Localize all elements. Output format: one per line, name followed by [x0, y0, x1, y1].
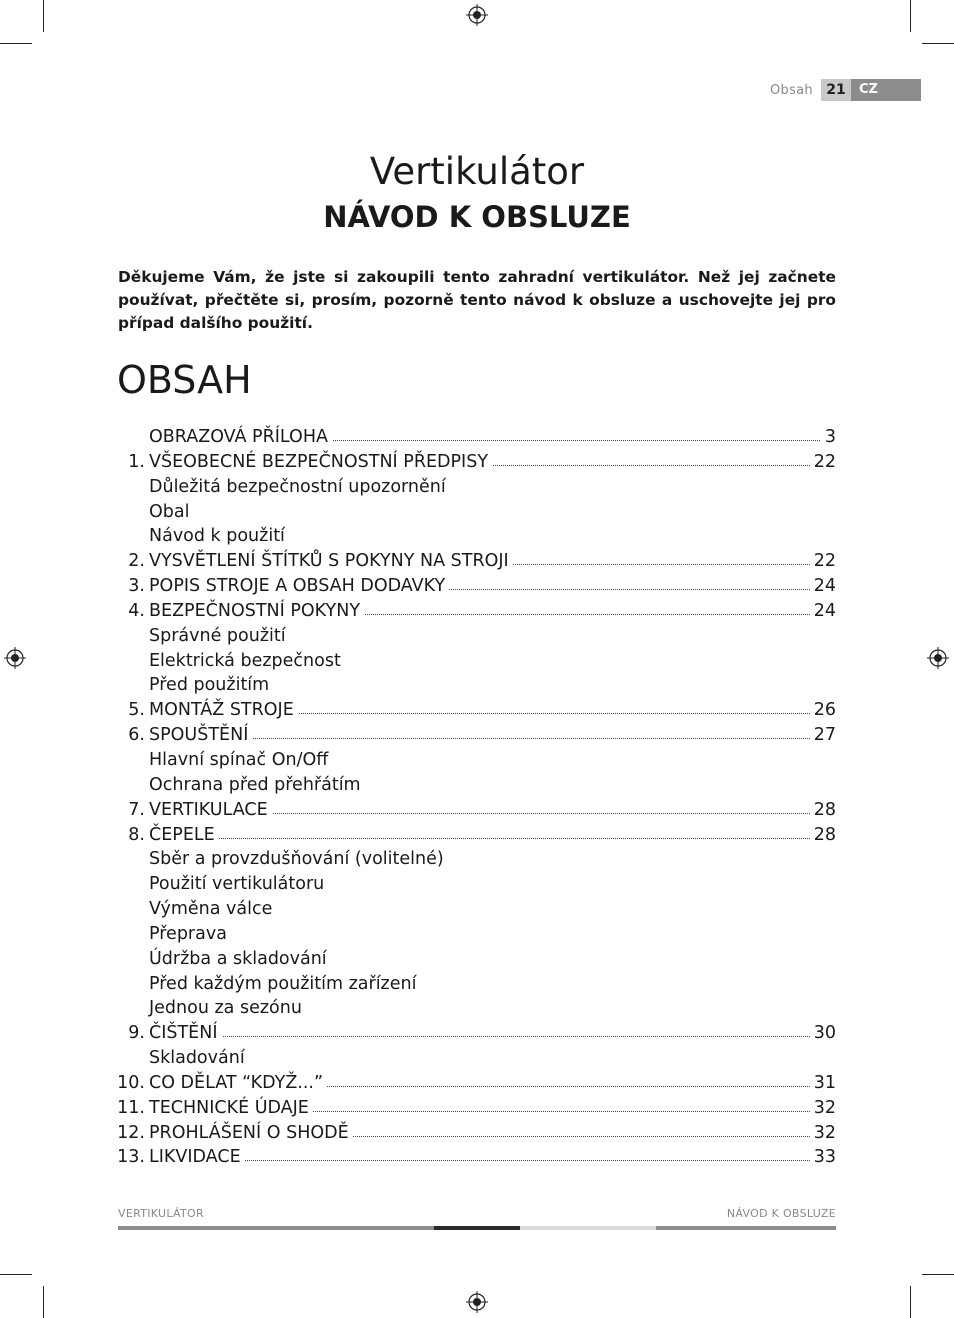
crop-mark	[922, 1274, 954, 1275]
toc-entry-title: Důležitá bezpečnostní upozornění	[149, 475, 450, 500]
toc-entry-page: 33	[810, 1145, 836, 1170]
toc-entry-title: Správné použití	[149, 624, 290, 649]
toc-entry	[0, 698, 954, 723]
toc-entry	[0, 1071, 954, 1096]
toc-entry-number: 4.	[128, 600, 145, 621]
toc-entry	[0, 450, 954, 475]
page-header	[770, 79, 921, 101]
toc-entry-page: 28	[810, 823, 836, 848]
toc-entry-number: 12.	[117, 1122, 145, 1143]
toc-entry-number: 9.	[128, 1023, 145, 1044]
toc-entry-page: 30	[810, 1021, 836, 1046]
toc-entry	[0, 475, 954, 500]
toc-entry-page: 26	[810, 698, 836, 723]
toc-entry	[0, 1021, 954, 1046]
toc-entry	[0, 524, 954, 549]
toc-entry	[0, 972, 954, 997]
toc-entry-page: 28	[810, 798, 836, 823]
toc-entry-number: 6.	[128, 725, 145, 746]
toc-entry-title: Přeprava	[149, 922, 231, 947]
toc-entry-number: 10.	[117, 1072, 145, 1093]
toc-entry-number: 8.	[128, 824, 145, 845]
header-section-label: Obsah	[770, 82, 813, 98]
toc-entry-title: CO DĚLAT “KDYŽ...”	[149, 1071, 327, 1096]
toc-entry-title: ČIŠTĚNÍ	[149, 1021, 222, 1046]
toc-entry-title: POPIS STROJE A OBSAH DODAVKY	[149, 574, 449, 599]
toc-entry	[0, 1096, 954, 1121]
toc-entry	[0, 823, 954, 848]
toc-entry-title: Obal	[149, 500, 193, 525]
toc-entry	[0, 847, 954, 872]
footer-left-label: VERTIKULÁTOR	[118, 1207, 204, 1220]
toc-entry	[0, 1046, 954, 1071]
crop-mark	[910, 0, 911, 32]
document-subtitle: NÁVOD K OBSLUZE	[323, 200, 631, 234]
toc-dot-leader	[149, 1036, 836, 1037]
crop-mark	[43, 1286, 44, 1318]
toc-entry	[0, 574, 954, 599]
toc-dot-leader	[149, 1160, 836, 1161]
toc-entry-title: SPOUŠTĚNÍ	[149, 723, 252, 748]
toc-entry-title: Výměna válce	[149, 897, 276, 922]
toc-entry-title: MONTÁŽ STROJE	[149, 698, 298, 723]
toc-entry	[0, 723, 954, 748]
toc-entry-title: Návod k použití	[149, 524, 289, 549]
toc-entry-page: 24	[810, 574, 836, 599]
toc-entry-page: 3	[821, 425, 836, 450]
toc-entry-title: Před každým použitím zařízení	[149, 972, 420, 997]
toc-entry-title: Použití vertikulátoru	[149, 872, 328, 897]
crop-mark	[922, 43, 954, 44]
toc-entry-number: 3.	[128, 576, 145, 597]
toc-entry-title: VERTIKULACE	[149, 798, 272, 823]
registration-mark-icon	[466, 1291, 488, 1313]
toc-entry-title: Hlavní spínač On/Off	[149, 748, 332, 773]
toc-entry-number: 7.	[128, 799, 145, 820]
footer-bar	[118, 1226, 836, 1230]
toc-entry-number: 13.	[117, 1147, 145, 1168]
crop-mark	[0, 43, 32, 44]
toc-entry	[0, 1121, 954, 1146]
toc-entry-page: 22	[810, 450, 836, 475]
toc-entry-page: 24	[810, 599, 836, 624]
toc-entry-number: 11.	[117, 1097, 145, 1118]
toc-entry-number: 2.	[128, 551, 145, 572]
toc-entry-title: ČEPELE	[149, 823, 219, 848]
toc-entry	[0, 599, 954, 624]
toc-entry	[0, 773, 954, 798]
toc-entry	[0, 673, 954, 698]
toc-entry	[0, 947, 954, 972]
toc-entry-number: 5.	[128, 700, 145, 721]
toc-entry	[0, 649, 954, 674]
toc-entry-title: LIKVIDACE	[149, 1145, 245, 1170]
intro-paragraph: Děkujeme Vám, že jste si zakoupili tento zahradní vertikulátor. Než jej začnete používat, přečtěte si, prosím, pozorně tento návod k obsluze a uschovejte jej pro případ dalšího použití.	[118, 268, 836, 332]
toc-dot-leader	[149, 838, 836, 839]
toc-entry-title: BEZPEČNOSTNÍ POKYNY	[149, 599, 364, 624]
toc-entry	[0, 748, 954, 773]
toc-entry-title: VŠEOBECNÉ BEZPEČNOSTNÍ PŘEDPISY	[149, 450, 492, 475]
page-number: 21	[821, 79, 851, 101]
toc-entry-title: TECHNICKÉ ÚDAJE	[149, 1096, 313, 1121]
toc-entry-title: PROHLÁŠENÍ O SHODĚ	[149, 1121, 353, 1146]
toc-entry-number: 1.	[128, 451, 145, 472]
toc-entry-title: Údržba a skladování	[149, 947, 331, 972]
toc-entry-page: 32	[810, 1096, 836, 1121]
toc-entry-page: 22	[810, 549, 836, 574]
toc-entry-title: Jednou za sezónu	[149, 996, 306, 1021]
toc-entry	[0, 1145, 954, 1170]
toc-entry	[0, 500, 954, 525]
crop-mark	[0, 1274, 32, 1275]
crop-mark	[910, 1286, 911, 1318]
toc-entry	[0, 624, 954, 649]
toc-entry-title: OBRAZOVÁ PŘÍLOHA	[149, 425, 332, 450]
toc-entry-title: Sběr a provzdušňování (volitelné)	[149, 847, 448, 872]
toc-entry-page: 27	[810, 723, 836, 748]
toc-entry-title: VYSVĚTLENÍ ŠTÍTKŮ S POKYNY NA STROJI	[149, 549, 513, 574]
document-title: Vertikulátor	[369, 150, 585, 193]
toc-entry	[0, 798, 954, 823]
toc-heading: OBSAH	[117, 358, 252, 402]
footer-right-label: NÁVOD K OBSLUZE	[726, 1207, 836, 1220]
toc-entry-page: 32	[810, 1121, 836, 1146]
toc-entry	[0, 425, 954, 450]
toc-entry-page: 31	[810, 1071, 836, 1096]
registration-mark-icon	[466, 4, 488, 26]
toc-entry	[0, 549, 954, 574]
toc-entry	[0, 922, 954, 947]
crop-mark	[43, 0, 44, 32]
toc-entry-title: Elektrická bezpečnost	[149, 649, 345, 674]
table-of-contents	[0, 425, 954, 1170]
toc-entry-title: Skladování	[149, 1046, 249, 1071]
language-badge: CZ	[851, 79, 921, 101]
toc-entry	[0, 897, 954, 922]
toc-entry	[0, 996, 954, 1021]
toc-entry	[0, 872, 954, 897]
toc-entry-title: Ochrana před přehřátím	[149, 773, 365, 798]
toc-entry-title: Před použitím	[149, 673, 273, 698]
